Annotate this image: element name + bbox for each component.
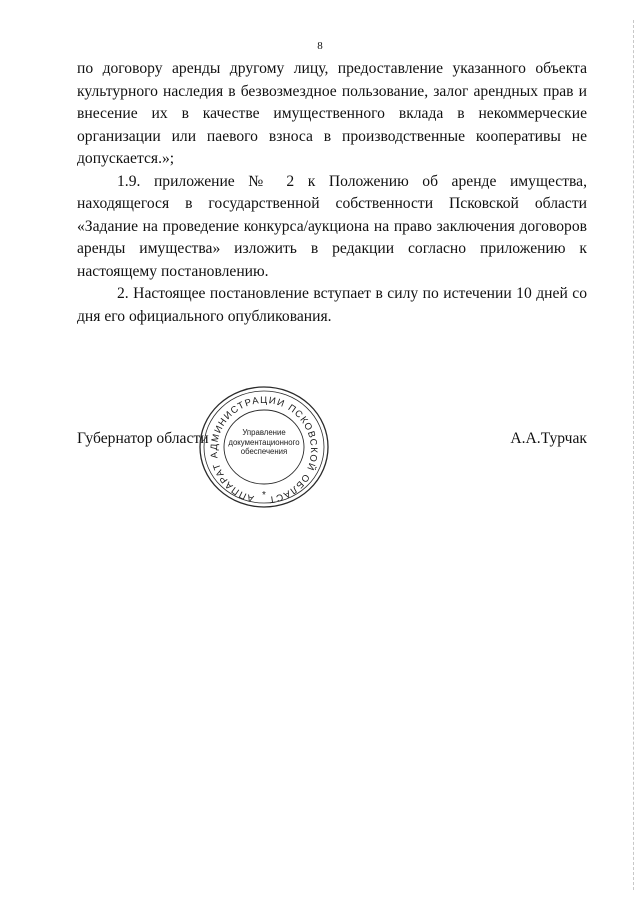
stamp-center-line-2: документационного bbox=[228, 437, 300, 447]
stamp-center-text bbox=[228, 428, 300, 457]
document-body bbox=[77, 58, 587, 328]
signatory-role: Губернатор области bbox=[77, 430, 209, 447]
paragraph-item-1-9: 1.9. приложение № 2 к Положению об аренде имущества, находящегося в государственной собственности Псковской области «Задание на проведение конкурса/аукциона на право заключения договоров аренды имущества» изложить в редакции согласно приложению к настоящему постановлению. bbox=[77, 172, 587, 280]
stamp-center-line-1: Управление bbox=[242, 428, 286, 437]
stamp-center-line-3: обеспечения bbox=[240, 447, 288, 456]
scan-edge-line bbox=[633, 20, 634, 890]
paragraph-continuation: по договору аренды другому лицу, предоставление указанного объекта культурного наследия в безвозмездное пользование, залог арендных прав и внесение их в качестве имущественного вклада в некоммерческие организации или паевого взноса в производственные кооперативы не допускается.»; bbox=[77, 60, 587, 167]
official-stamp bbox=[197, 384, 331, 510]
signatory-name: А.А.Турчак bbox=[510, 430, 587, 447]
page-number: 8 bbox=[317, 40, 323, 52]
paragraph-item-2: 2. Настоящее постановление вступает в силу по истечении 10 дней со дня его официального опубликования. bbox=[77, 285, 587, 325]
stamp-star: * bbox=[262, 490, 266, 501]
signature-block bbox=[77, 430, 587, 454]
stamp-ring-text: АППАРАТ АДМИНИСТРАЦИИ ПСКОВСКОЙ ОБЛАСТ bbox=[208, 394, 320, 505]
